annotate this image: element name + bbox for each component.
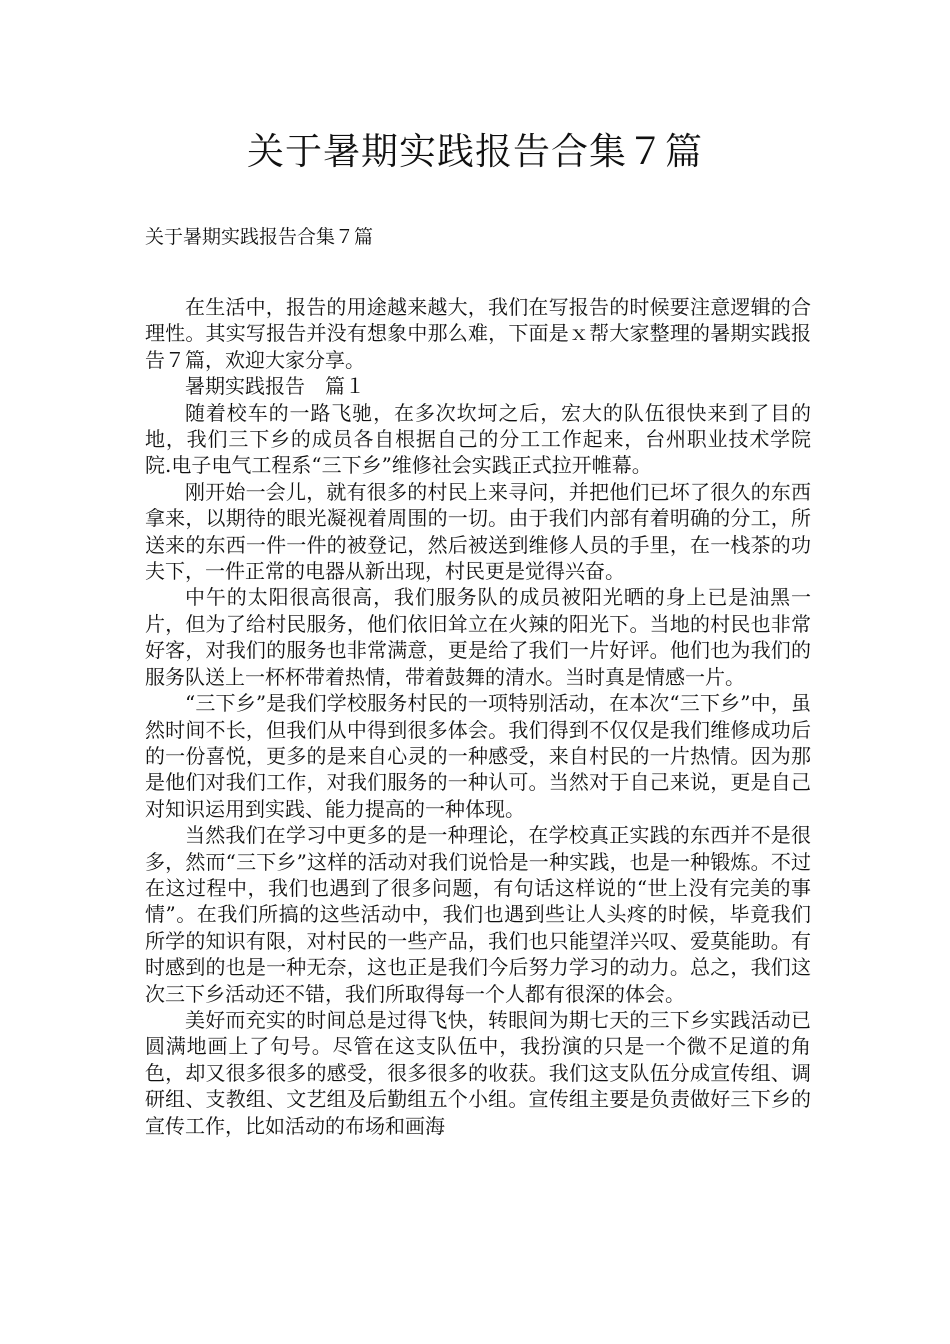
body-paragraph: “三下乡”是我们学校服务村民的一项特别活动，在本次“三下乡”中，虽然时间不长，但我们从中得到很多体会。我们得到不仅仅是我们维修成功后的一份喜悦，更多的是来自心灵的一种感受，来自村民的一片热情。因为那是他们对我们工作，对我们服务的一种认可。当然对于自己来说，更是自己对知识运用到实践、能力提高的一种体现。 (145, 691, 811, 821)
document-title: 关于暑期实践报告合集７篇 (247, 130, 703, 173)
intro-paragraph: 在生活中，报告的用途越来越大，我们在写报告的时候要注意逻辑的合理性。其实写报告并没有想象中那么难，下面是ｘ帮大家整理的暑期实践报告７篇，欢迎大家分享。 (145, 295, 811, 372)
section-heading: 暑期实践报告 篇１ (185, 374, 365, 399)
document-subtitle: 关于暑期实践报告合集７篇 (145, 226, 374, 248)
body-paragraph: 随着校车的一路飞驰，在多次坎坷之后，宏大的队伍很快来到了目的地，我们三下乡的成员各自根据自己的分工工作起来，台州职业技术学院院.电子电气工程系“三下乡”维修社会实践正式拉开帷幕。 (145, 400, 811, 478)
document-body (145, 294, 811, 1139)
body-paragraph: 中午的太阳很高很高，我们服务队的成员被阳光晒的身上已是油黑一片，但为了给村民服务，他们依旧耸立在火辣的阳光下。当地的村民也非常好客，对我们的服务也非常满意，更是给了我们一片好评。他们也为我们的服务队送上一杯杯带着热情，带着鼓舞的清水。当时真是情感一片。 (145, 585, 811, 689)
body-paragraph: 美好而充实的时间总是过得飞快，转眼间为期七天的三下乡实践活动已圆满地画上了句号。尽管在这支队伍中，我扮演的只是一个微不足道的角色，却又很多很多的感受，很多很多的收获。我们这支队伍分成宣传组、调研组、支教组、文艺组及后勤组五个小组。宣传组主要是负责做好三下乡的宣传工作，比如活动的布场和画海 (145, 1007, 811, 1138)
body-paragraph: 刚开始一会儿，就有很多的村民上来寻问，并把他们已坏了很久的东西拿来，以期待的眼光凝视着周围的一切。由于我们内部有着明确的分工，所送来的东西一件一件的被登记，然后被送到维修人员的手里，在一栈茶的功夫下，一件正常的电器从新出现，村民更是觉得兴奋。 (145, 479, 811, 584)
body-paragraph: 当然我们在学习中更多的是一种理论，在学校真正实践的东西并不是很多，然而“三下乡”这样的活动对我们说恰是一种实践，也是一种锻炼。不过在这过程中，我们也遇到了很多问题，有句话这样说的“世上没有完美的事情”。在我们所搞的这些活动中，我们也遇到些让人头疼的时候，毕竟我们所学的知识有限，对村民的一些产品，我们也只能望洋兴叹、爱莫能助。有时感到的也是一种无奈，这也正是我们今后努力学习的动力。总之，我们这次三下乡活动还不错，我们所取得每一个人都有很深的体会。 (145, 823, 811, 1006)
